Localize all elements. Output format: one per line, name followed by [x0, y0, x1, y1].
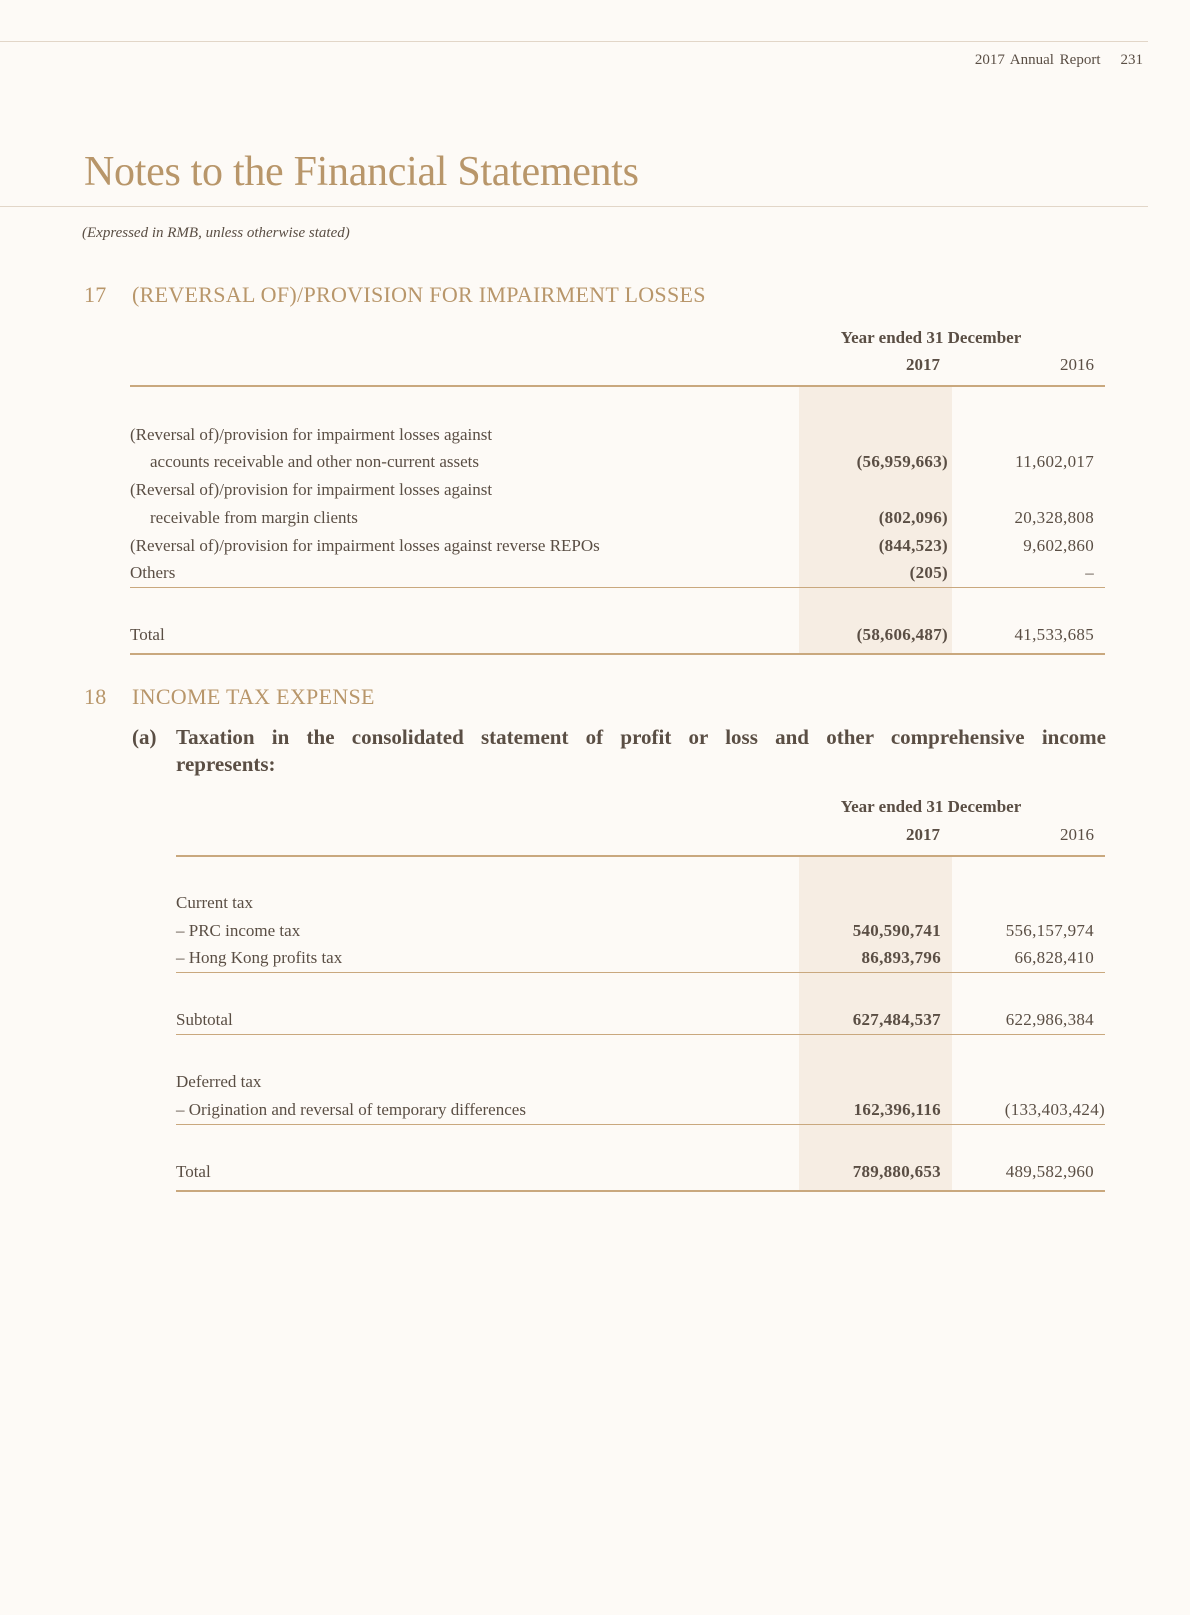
top-rule [0, 41, 1148, 42]
subtotal-2017: 627,484,537 [852, 1010, 941, 1029]
note-17-heading [84, 282, 706, 308]
note-18-total-rule [176, 1190, 1105, 1192]
table-cell-2017: 162,396,116 [853, 1100, 941, 1119]
table-cell-2016: 11,602,017 [1015, 452, 1094, 471]
table-cell-2017: (844,523) [878, 536, 948, 555]
table-cell-2016: 556,157,974 [1005, 921, 1094, 940]
table-cell-2016: 66,828,410 [1014, 948, 1094, 967]
total-2016: 489,582,960 [1005, 1162, 1094, 1181]
note-18a-title-line1: Taxation in the consolidated statement of profit or loss and other comprehensive income [176, 725, 1106, 749]
table-row-label: (Reversal of)/provision for impairment losses against [130, 425, 493, 444]
note-18a-marker: (a) [132, 725, 157, 749]
table-row-label: – Hong Kong profits tax [176, 948, 343, 967]
total-label: Total [176, 1162, 211, 1181]
table-cell-2017: 86,893,796 [861, 948, 941, 967]
note-17-col-2016: 2016 [1060, 355, 1094, 374]
table-row-label: (Reversal of)/provision for impairment losses against [130, 480, 493, 499]
total-2017: 789,880,653 [852, 1162, 941, 1181]
page-number: 231 [1120, 52, 1143, 68]
note-17-number: 17 [84, 282, 107, 307]
table-cell-2016: (133,403,424) [1004, 1100, 1105, 1119]
total-2017: (58,606,487) [856, 625, 948, 644]
total-label: Total [130, 625, 165, 644]
page-title: Notes to the Financial Statements [84, 149, 639, 195]
table-row-label: Others [130, 563, 176, 582]
subtotal-rule [176, 1034, 1105, 1035]
note-17-total-rule [130, 653, 1105, 655]
note-18-header-rule [176, 855, 1105, 857]
running-header [975, 52, 1143, 69]
table-cell-2017: (56,959,663) [856, 452, 948, 471]
total-2016: 41,533,685 [1014, 625, 1094, 644]
subtotal-label: Subtotal [176, 1010, 233, 1029]
table-row-label: accounts receivable and other non-current assets [150, 452, 479, 471]
note-18-col-2016: 2016 [1060, 825, 1094, 844]
table-cell-2016: – [1085, 563, 1094, 582]
table-cell-2016: 9,602,860 [1023, 536, 1094, 555]
note-17-title: (REVERSAL OF)/PROVISION FOR IMPAIRMENT LOSSES [132, 282, 706, 307]
current-tax-label: Current tax [176, 893, 253, 912]
note-18a-title-line2: represents: [176, 752, 276, 776]
table-row-label: (Reversal of)/provision for impairment losses against reverse REPOs [130, 536, 600, 555]
table-row-label: – Origination and reversal of temporary differences [176, 1100, 526, 1119]
table-row-label: – PRC income tax [176, 921, 301, 940]
table-cell-2016: 20,328,808 [1014, 508, 1094, 527]
note-18-title: INCOME TAX EXPENSE [132, 684, 375, 709]
report-name: 2017 Annual Report [974, 52, 1101, 68]
deferred-tax-rule [176, 1124, 1105, 1125]
table-row-label: receivable from margin clients [150, 508, 358, 527]
table-cell-2017: (205) [909, 563, 948, 582]
note-18-number: 18 [84, 684, 107, 709]
note-17-period-header: Year ended 31 December [840, 328, 1022, 347]
table-cell-2017: 540,590,741 [852, 921, 941, 940]
current-tax-rule [176, 972, 1105, 973]
note-17-header-rule [130, 385, 1105, 387]
note-17-col-2017: 2017 [906, 355, 940, 374]
title-rule [0, 206, 1148, 207]
table-cell-2017: (802,096) [878, 508, 948, 527]
deferred-tax-label: Deferred tax [176, 1072, 262, 1091]
note-17-subtotal-rule [130, 587, 1105, 588]
currency-note: (Expressed in RMB, unless otherwise stated) [82, 225, 350, 241]
note-18-heading [84, 684, 375, 710]
note-18-col-2017: 2017 [906, 825, 940, 844]
subtotal-2016: 622,986,384 [1005, 1010, 1094, 1029]
note-18-period-header: Year ended 31 December [840, 797, 1022, 816]
